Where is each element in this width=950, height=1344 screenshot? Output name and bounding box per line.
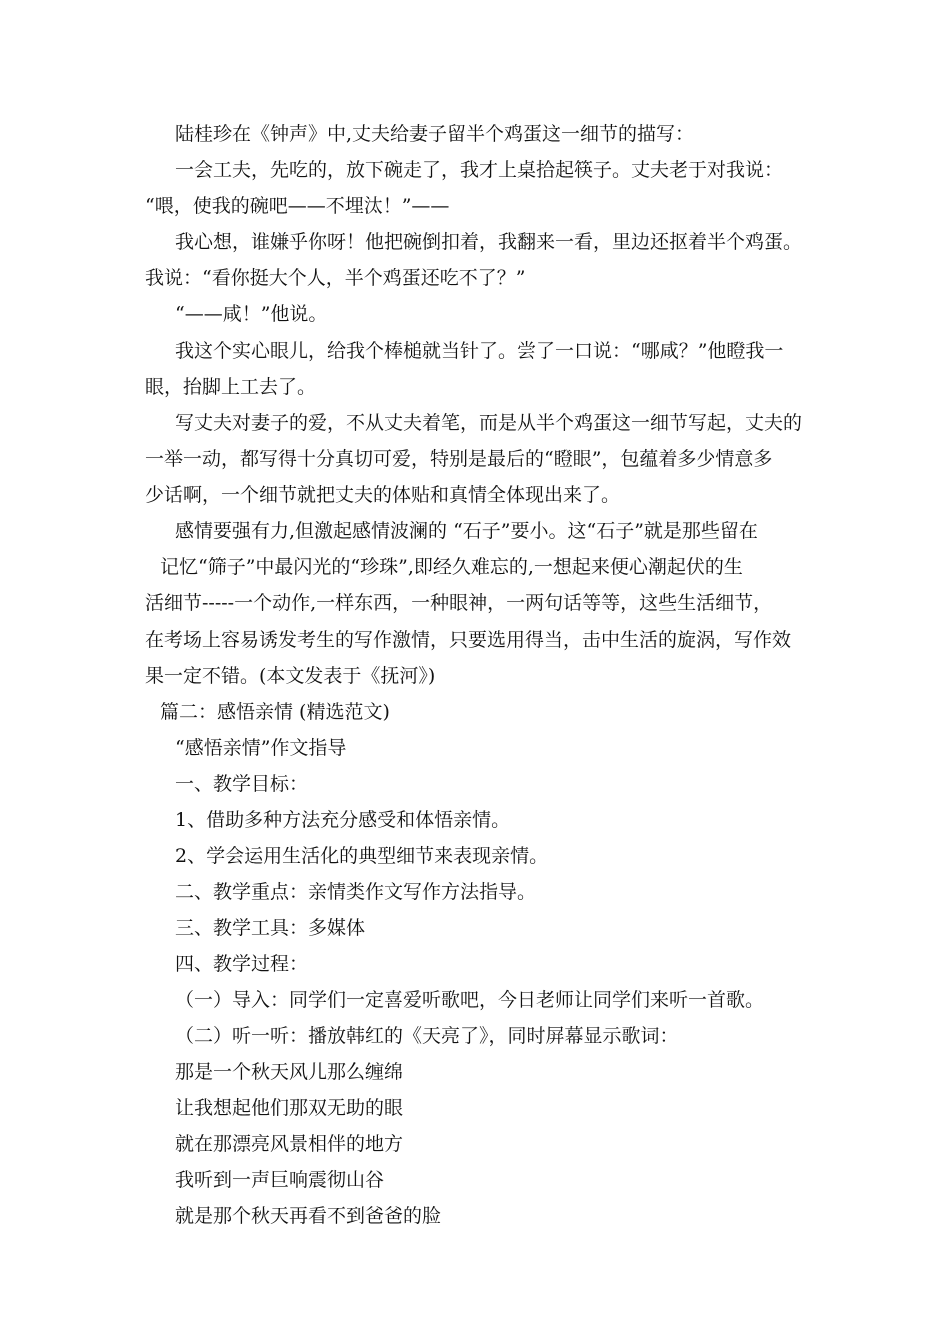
lyric-line: 就是那个秋天再看不到爸爸的脸 [175, 1205, 442, 1227]
text-line: 眼，抬脚上工去了。 [145, 376, 317, 398]
text-line: （二）听一听：播放韩红的《天亮了》，同时屏幕显示歌词： [175, 1025, 679, 1047]
text-line: “感悟亲情”作文指导 [175, 737, 347, 759]
text-line: 陆桂珍在《钟声》中,丈夫给妻子留半个鸡蛋这一细节的描写： [175, 123, 695, 145]
text-line: 四、教学过程： [175, 953, 309, 975]
text-line: 我这个实心眼儿，给我个棒槌就当针了。尝了一口说：“哪咸？”他瞪我一 [175, 340, 784, 362]
text-line: 我心想，谁嫌乎你呀！他把碗倒扣着，我翻来一看，里边还抠着半个鸡蛋。 [175, 231, 803, 253]
lyric-line: 让我想起他们那双无助的眼 [175, 1097, 404, 1119]
text-line: 三、教学工具：多媒体 [175, 917, 366, 939]
text-line: 一会工夫，先吃的，放下碗走了，我才上桌拾起筷子。丈夫老于对我说： [175, 159, 784, 181]
text-line: （一）导入：同学们一定喜爱听歌吧，今日老师让同学们来听一首歌。 [175, 989, 765, 1011]
text-line: 1、借助多种方法充分感受和体悟亲情。 [175, 809, 511, 831]
text-line: 记忆“筛子”中最闪光的“珍珠”,即经久难忘的,一想起来便心潮起伏的生 [160, 556, 743, 578]
lyric-line: 就在那漂亮风景相伴的地方 [175, 1133, 404, 1155]
text-line: 一举一动，都写得十分真切可爱，特别是最后的“瞪眼”，包蕴着多少情意多 [145, 448, 773, 470]
text-line: 在考场上容易诱发考生的写作激情，只要选用得当，击中生活的旋涡，写作效 [145, 629, 792, 651]
text-line: 活细节-----一个动作,一样东西，一种眼神，一两句话等等，这些生活细节， [145, 592, 773, 614]
text-line: 少话啊，一个细节就把丈夫的体贴和真情全体现出来了。 [145, 484, 621, 506]
lyric-line: 那是一个秋天风儿那么缠绵 [175, 1061, 404, 1083]
text-line: 二、教学重点：亲情类作文写作方法指导。 [175, 881, 537, 903]
text-line: “——咸！”他说。 [175, 303, 328, 325]
text-line: 一、教学目标： [175, 773, 309, 795]
section-heading: 篇二：感悟亲情 (精选范文) [160, 701, 390, 723]
text-line: 感情要强有力,但激起感情波澜的 “石子”要小。这“石子”就是那些留在 [175, 520, 758, 542]
text-line: 2、学会运用生活化的典型细节来表现亲情。 [175, 845, 549, 867]
text-line: 我说：“看你挺大个人，半个鸡蛋还吃不了？” [145, 267, 526, 289]
text-line: 果一定不错。(本文发表于《抚河》) [145, 665, 436, 687]
lyric-line: 我听到一声巨响震彻山谷 [175, 1169, 385, 1191]
text-line: 写丈夫对妻子的爱，不从丈夫着笔，而是从半个鸡蛋这一细节写起，丈夫的 [175, 412, 803, 434]
text-line: “喂，使我的碗吧——不埋汰！”—— [145, 195, 450, 217]
